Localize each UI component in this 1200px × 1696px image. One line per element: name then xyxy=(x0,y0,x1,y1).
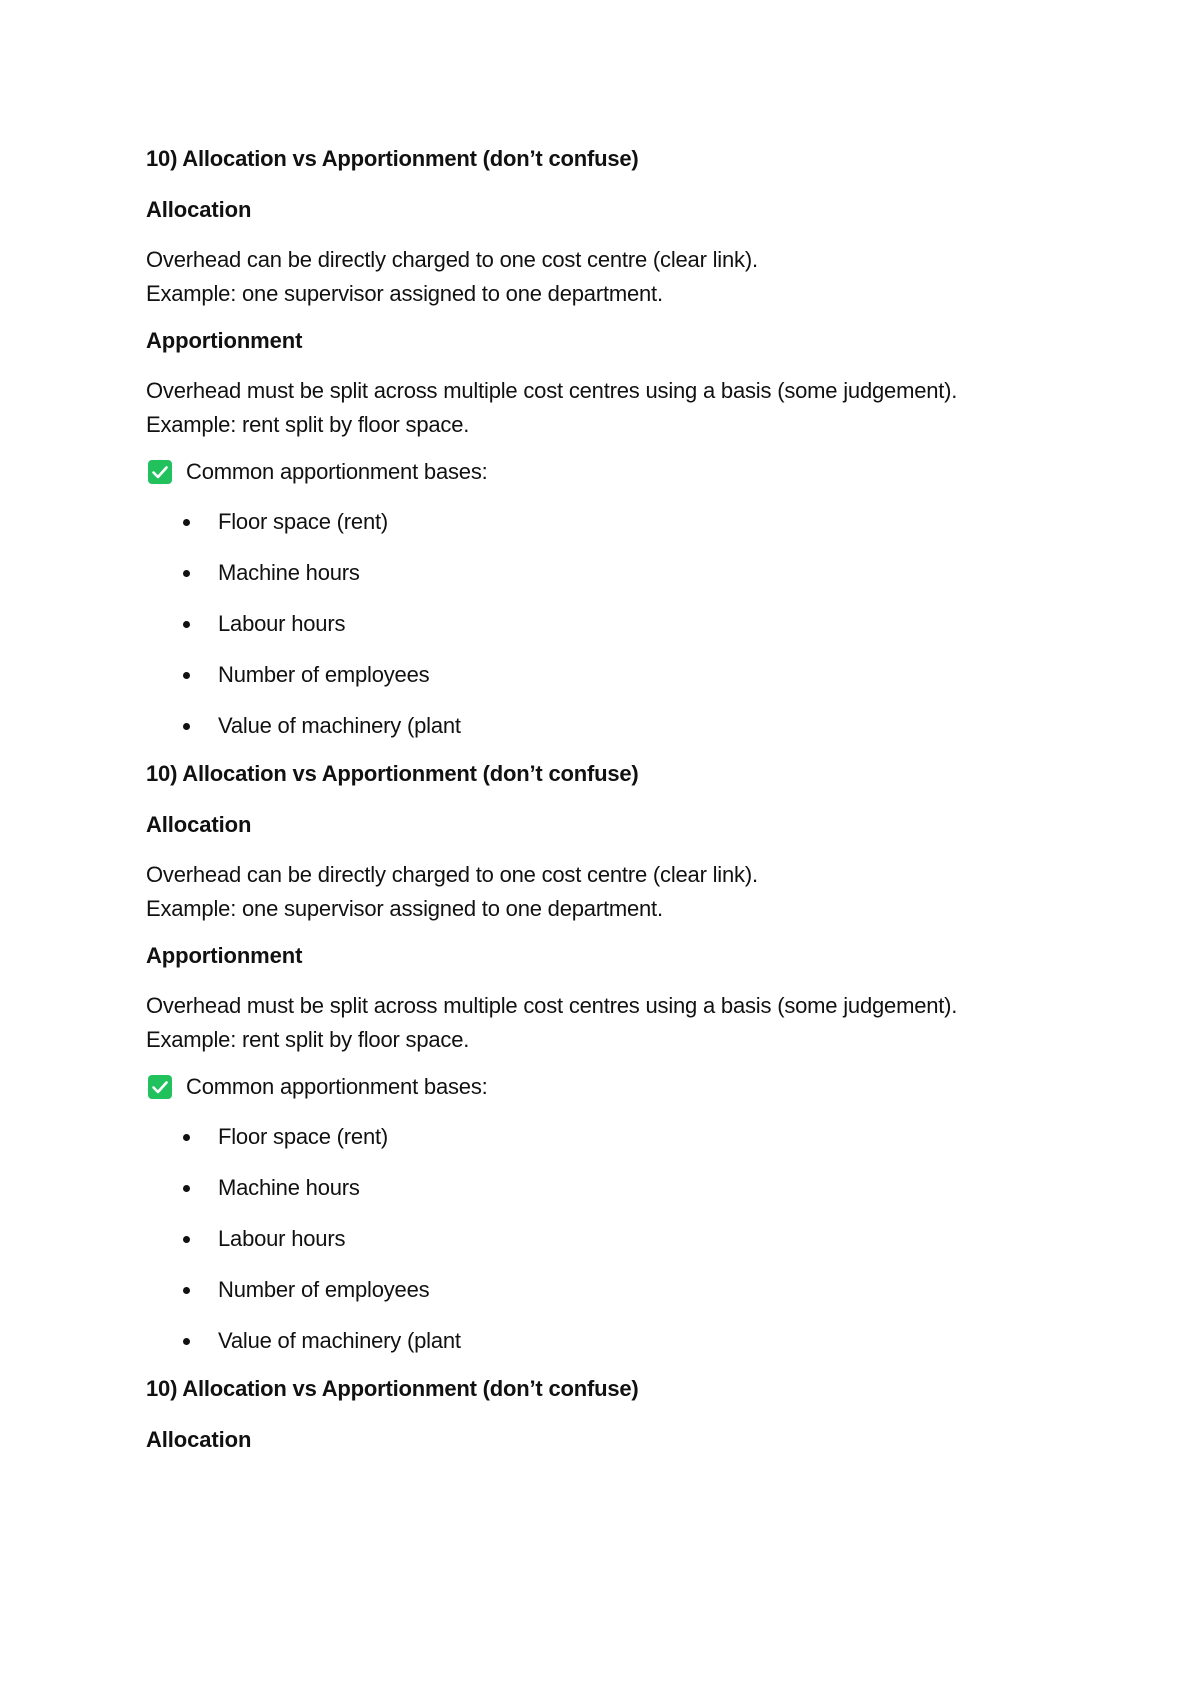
list-item xyxy=(146,1174,1076,1202)
list-item xyxy=(146,1327,1076,1355)
bullet-dot-icon xyxy=(183,1338,190,1345)
bases-list xyxy=(146,508,1076,740)
allocation-title: Allocation xyxy=(146,812,252,837)
allocation-line: Overhead can be directly charged to one cost centre (clear link). xyxy=(146,862,758,887)
bases-intro-text: Common apportionment bases: xyxy=(186,459,488,484)
list-item-text: Floor space (rent) xyxy=(218,1124,389,1149)
bullet-dot-icon xyxy=(183,1185,190,1192)
list-item-text: Machine hours xyxy=(218,560,360,585)
check-box-icon xyxy=(148,1075,172,1099)
bases-list xyxy=(146,1123,1076,1355)
section-3 xyxy=(146,1375,1076,1454)
bullet-dot-icon xyxy=(183,1287,190,1294)
allocation-line: Example: one supervisor assigned to one department. xyxy=(146,281,663,306)
list-item xyxy=(146,1123,1076,1151)
list-item-text: Labour hours xyxy=(218,1226,346,1251)
list-item-text: Machine hours xyxy=(218,1175,360,1200)
list-item-text: Labour hours xyxy=(218,611,346,636)
bullet-dot-icon xyxy=(183,672,190,679)
bullet-dot-icon xyxy=(183,1134,190,1141)
apportionment-paragraph xyxy=(146,374,1076,442)
list-item xyxy=(146,1225,1076,1253)
apportionment-paragraph xyxy=(146,989,1076,1057)
list-item-text: Value of machinery (plant xyxy=(218,1328,461,1353)
apportionment-line: Overhead must be split across multiple cost centres using a basis (some judgement). xyxy=(146,993,958,1018)
bases-intro xyxy=(146,1073,1076,1101)
list-item xyxy=(146,508,1076,536)
apportionment-title: Apportionment xyxy=(146,943,303,968)
apportionment-line: Example: rent split by floor space. xyxy=(146,1027,470,1052)
list-item xyxy=(146,661,1076,689)
apportionment-title: Apportionment xyxy=(146,328,303,353)
section-2 xyxy=(146,760,1076,1355)
list-item-text: Floor space (rent) xyxy=(218,509,389,534)
section-heading: 10) Allocation vs Apportionment (don’t confuse) xyxy=(146,146,639,171)
list-item xyxy=(146,610,1076,638)
apportionment-line: Example: rent split by floor space. xyxy=(146,412,470,437)
bases-intro-text: Common apportionment bases: xyxy=(186,1074,488,1099)
list-item xyxy=(146,1276,1076,1304)
bullet-dot-icon xyxy=(183,519,190,526)
list-item xyxy=(146,559,1076,587)
allocation-paragraph xyxy=(146,243,1076,311)
list-item-text: Value of machinery (plant xyxy=(218,713,461,738)
bullet-dot-icon xyxy=(183,570,190,577)
list-item-text: Number of employees xyxy=(218,1277,430,1302)
allocation-line: Overhead can be directly charged to one cost centre (clear link). xyxy=(146,247,758,272)
allocation-line: Example: one supervisor assigned to one department. xyxy=(146,896,663,921)
section-heading: 10) Allocation vs Apportionment (don’t confuse) xyxy=(146,1376,639,1401)
allocation-title: Allocation xyxy=(146,197,252,222)
allocation-paragraph xyxy=(146,858,1076,926)
bullet-dot-icon xyxy=(183,621,190,628)
bullet-dot-icon xyxy=(183,723,190,730)
list-item-text: Number of employees xyxy=(218,662,430,687)
bases-intro xyxy=(146,458,1076,486)
allocation-title: Allocation xyxy=(146,1427,252,1452)
check-box-icon xyxy=(148,460,172,484)
section-heading: 10) Allocation vs Apportionment (don’t confuse) xyxy=(146,761,639,786)
list-item xyxy=(146,712,1076,740)
bullet-dot-icon xyxy=(183,1236,190,1243)
section-1 xyxy=(146,145,1076,740)
document-page xyxy=(146,145,1076,1473)
apportionment-line: Overhead must be split across multiple cost centres using a basis (some judgement). xyxy=(146,378,958,403)
